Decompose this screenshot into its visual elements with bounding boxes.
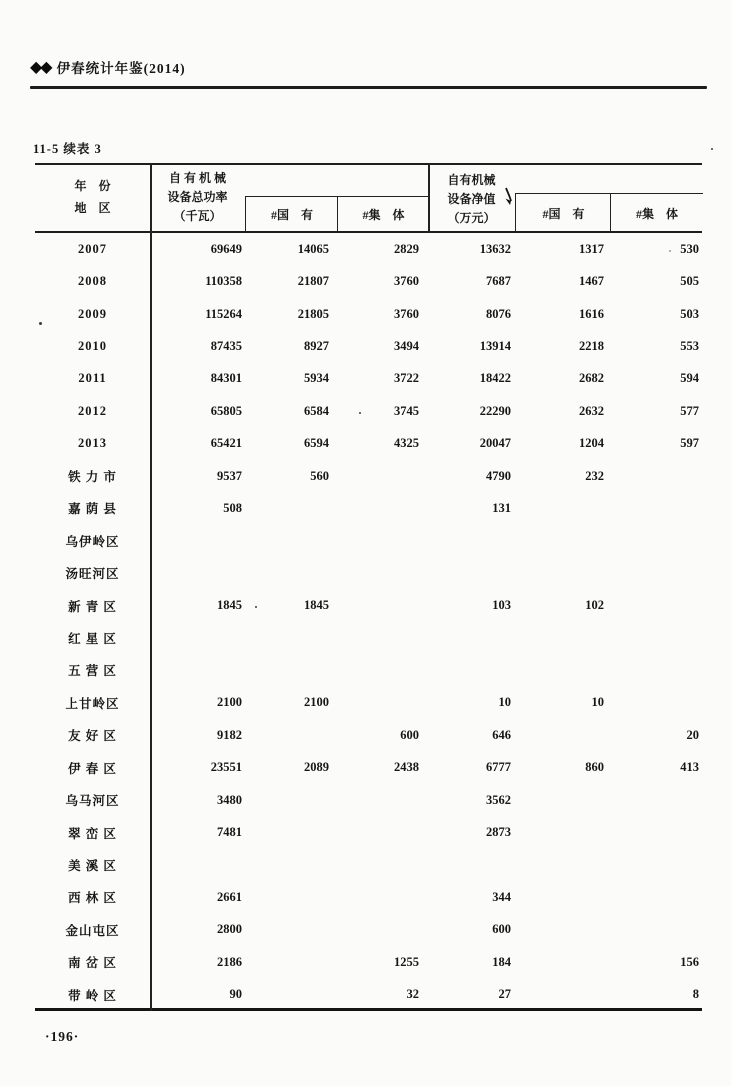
cell-value: 2100	[304, 695, 329, 710]
cell-value: 8927	[304, 338, 329, 353]
cell-value: 65805	[210, 403, 242, 418]
cell-value: 13632	[479, 241, 511, 256]
cell-value: 344	[492, 889, 511, 904]
row-label: 乌伊岭区	[65, 534, 120, 549]
cell-value: 115264	[205, 306, 242, 321]
header-group2-collective	[610, 193, 703, 232]
row-label: 2009	[78, 306, 107, 321]
header-year-label: 年 份	[74, 179, 111, 193]
header-group1-collective	[337, 196, 429, 232]
table-row	[35, 265, 702, 297]
row-label: 友 好 区	[68, 729, 117, 744]
row-label: 带 岭 区	[68, 988, 117, 1003]
header-total-power-unit: （千瓦）	[173, 209, 222, 224]
scan-speck	[359, 412, 361, 414]
row-label: 2008	[78, 274, 107, 289]
header-total-power-line1: 自 有 机 械	[168, 171, 226, 185]
cell-value: 2661	[217, 889, 242, 904]
cell-value: 103	[492, 598, 511, 613]
cell-value: 646	[492, 727, 511, 742]
cell-value: 505	[680, 274, 699, 289]
header-net-value-line2: 设备净值	[447, 192, 496, 207]
header-region-label: 地 区	[74, 200, 111, 215]
cell-value: 597	[680, 436, 699, 451]
cell-value: 84301	[210, 371, 242, 386]
cell-value: 22290	[479, 403, 511, 418]
table-top-border	[35, 163, 702, 165]
row-label: 2012	[78, 403, 107, 418]
cell-value: 69649	[210, 241, 242, 256]
cell-value: 3745	[394, 403, 419, 418]
scan-speck	[669, 250, 671, 252]
table-row	[35, 298, 702, 330]
header-group1-state-owned	[245, 196, 338, 232]
cell-value: 413	[680, 760, 699, 775]
scan-speck	[711, 148, 713, 150]
table-row	[35, 233, 702, 265]
table-row	[35, 622, 702, 654]
header-total-power-line2: 设备总功率	[167, 190, 228, 205]
cell-value: 2438	[394, 760, 419, 775]
cell-value: 2186	[217, 954, 242, 969]
cell-value: 594	[680, 371, 699, 386]
table-row	[35, 330, 702, 362]
table-row	[35, 460, 702, 492]
cell-value: 87435	[210, 338, 242, 353]
header-group2-state-owned	[515, 193, 611, 232]
row-label: 2013	[78, 436, 107, 451]
page-number: ·196·	[45, 1029, 80, 1044]
table-row	[35, 816, 702, 848]
cell-value: 21805	[297, 306, 329, 321]
cell-value: 1845	[217, 598, 242, 613]
cell-value: 156	[680, 954, 699, 969]
cell-value: 3722	[394, 371, 419, 386]
cell-value: 8076	[486, 306, 511, 321]
row-label: 新 青 区	[68, 599, 117, 614]
table-row	[35, 395, 702, 427]
table-row	[35, 719, 702, 751]
row-label: 汤旺河区	[65, 567, 120, 582]
cell-value: 560	[310, 468, 329, 483]
yearbook-title: 伊春统计年鉴(2014)	[56, 61, 186, 76]
cell-value: 860	[585, 760, 604, 775]
cell-value: 6594	[304, 436, 329, 451]
table-row	[35, 978, 702, 1010]
cell-value: 553	[680, 338, 699, 353]
cell-value: 530	[680, 241, 699, 256]
row-label: 西 林 区	[68, 891, 117, 906]
row-label: 2010	[78, 338, 107, 353]
cell-value: 7687	[486, 274, 511, 289]
row-label: 乌马河区	[65, 794, 120, 809]
table-row	[35, 687, 702, 719]
header-year-region	[35, 176, 150, 219]
row-label: 上甘岭区	[65, 696, 120, 711]
table-row	[35, 752, 702, 784]
cell-value: 577	[680, 403, 699, 418]
header-group2-state-owned-label: #国 有	[542, 206, 585, 221]
table-body	[35, 233, 702, 1011]
cell-value: 13914	[479, 338, 511, 353]
header-group1-state-owned-label: #国 有	[270, 208, 313, 222]
table-caption: 11-5 续表 3	[33, 142, 102, 156]
cell-value: 6584	[304, 403, 329, 418]
row-label: 伊 春 区	[68, 761, 117, 776]
cell-value: 3480	[217, 792, 242, 807]
row-label: 2011	[78, 371, 107, 386]
row-label: 五 营 区	[68, 664, 117, 679]
cell-value: 3562	[486, 792, 511, 807]
cell-value: 14065	[297, 241, 329, 256]
cell-value: 110358	[205, 274, 242, 289]
cell-value: 65421	[210, 436, 242, 451]
row-label: 南 岔 区	[68, 956, 117, 971]
cell-value: 232	[585, 468, 604, 483]
cell-value: 2089	[304, 760, 329, 775]
cell-value: 1317	[579, 241, 604, 256]
cell-value: 23551	[210, 760, 242, 775]
cell-value: 21807	[297, 274, 329, 289]
cell-value: 3760	[394, 306, 419, 321]
table-row	[35, 492, 702, 524]
row-label: 翠 峦 区	[68, 826, 117, 841]
cell-value: 2100	[217, 695, 242, 710]
cell-value: 10	[498, 695, 511, 710]
statistics-table	[35, 163, 702, 1011]
table-row	[35, 363, 702, 395]
cell-value: 2829	[394, 241, 419, 256]
cell-value: 32	[406, 987, 419, 1002]
cell-value: 1845	[304, 598, 329, 613]
table-row	[35, 881, 702, 913]
cell-value: 1467	[579, 274, 604, 289]
cell-value: 3494	[394, 338, 419, 353]
cell-value: 6777	[486, 760, 511, 775]
row-label: 2007	[78, 241, 107, 256]
cell-value: 10	[591, 695, 604, 710]
table-row	[35, 525, 702, 557]
cell-value: 184	[492, 954, 511, 969]
cell-value: 102	[585, 598, 604, 613]
header-group1-collective-label: #集 体	[362, 208, 405, 222]
row-label: 红 星 区	[68, 632, 117, 647]
table-row	[35, 589, 702, 621]
cell-value: 600	[492, 922, 511, 937]
diamond-bullets-icon: ◆◆	[30, 59, 51, 76]
cell-value: 4325	[394, 436, 419, 451]
table-row	[35, 849, 702, 881]
cell-value: 1204	[579, 436, 604, 451]
header-rule	[30, 86, 707, 89]
cell-value: 20	[686, 727, 699, 742]
cell-value: 2218	[579, 338, 604, 353]
scan-speck	[39, 322, 42, 325]
page-header	[30, 57, 186, 77]
header-net-value-unit: （万元）	[447, 211, 496, 226]
table-row	[35, 914, 702, 946]
scan-speck	[255, 606, 257, 608]
cell-value: 9537	[217, 468, 242, 483]
cell-value: 508	[223, 500, 242, 515]
cell-value: 2800	[217, 922, 242, 937]
cell-value: 9182	[217, 727, 242, 742]
row-label: 美 溪 区	[68, 858, 117, 873]
cell-value: 131	[492, 500, 511, 515]
row-label: 铁 力 市	[68, 470, 117, 485]
row-label: 金山屯区	[65, 923, 120, 938]
header-total-power	[150, 169, 245, 227]
cell-value: 5934	[304, 371, 329, 386]
cell-value: 18422	[479, 371, 511, 386]
table-row	[35, 654, 702, 686]
row-label: 嘉 荫 县	[68, 502, 117, 517]
cell-value: 8	[692, 987, 699, 1002]
table-row	[35, 946, 702, 978]
cell-value: 90	[229, 987, 242, 1002]
cell-value: 600	[400, 727, 419, 742]
header-group2-collective-label: #集 体	[635, 206, 678, 221]
cell-value: 4790	[486, 468, 511, 483]
cell-value: 503	[680, 306, 699, 321]
cell-value: 2873	[486, 825, 511, 840]
cell-value: 1616	[579, 306, 604, 321]
cell-value: 2682	[579, 371, 604, 386]
cell-value: 2632	[579, 403, 604, 418]
header-net-value-line1: 自有机械	[447, 173, 496, 187]
cell-value: 27	[498, 987, 511, 1002]
cell-value: 20047	[479, 436, 511, 451]
cell-value: 1255	[394, 954, 419, 969]
cell-value: 3760	[394, 274, 419, 289]
table-row	[35, 557, 702, 589]
table-row	[35, 427, 702, 459]
table-row	[35, 784, 702, 816]
cell-value: 7481	[217, 825, 242, 840]
